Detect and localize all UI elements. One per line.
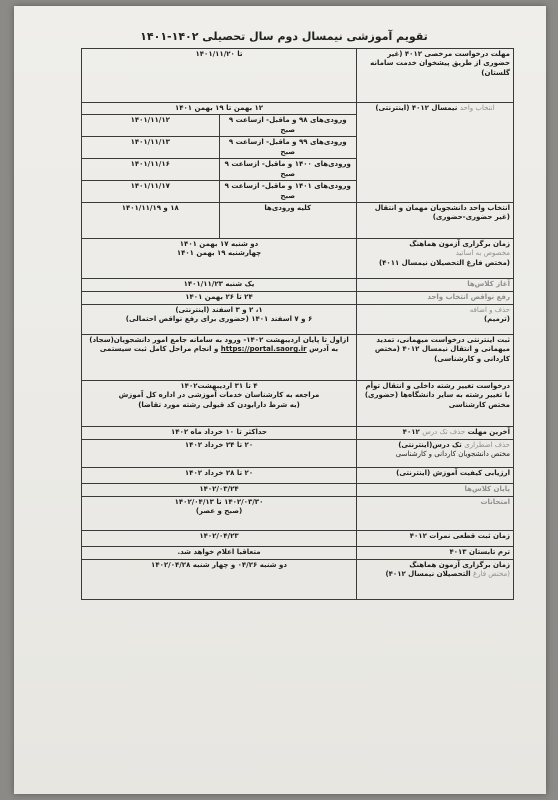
- value-line: (صبح و عصر): [195, 507, 243, 516]
- sub-text: ورودی‌های ۱۴۰۰ و ماقبل- ازساعت ۹ صبح: [219, 159, 357, 181]
- row-label-faded: انتخاب واحد: [459, 104, 495, 112]
- row-label: پایان کلاس‌ها: [357, 483, 514, 496]
- value-line: ۴ تا ۳۱ اردیبهشت۱۴۰۲: [180, 381, 258, 390]
- row-label: [357, 559, 514, 599]
- row-label-faded: مخصوص به اساتید: [455, 249, 510, 258]
- sub-text: ورودی‌های ۹۸ و ماقبل- ازساعت ۹ صبح: [219, 115, 357, 137]
- row-label-text2: التحصیلان نیمسال ۴۰۱۲): [385, 570, 471, 579]
- table-row: [82, 530, 514, 546]
- row-value: حداکثر تا ۱۰ خرداد ماه ۱۴۰۲: [82, 426, 357, 439]
- row-label-faded: حذف و اضافه: [469, 305, 510, 314]
- sub-date: ۱۴۰۱/۱۱/۱۲: [82, 115, 220, 137]
- row-value: ۱۴۰۲/۰۴/۲۳: [82, 530, 357, 546]
- row-label: [357, 426, 514, 439]
- table-row: [82, 278, 514, 291]
- row-label: [357, 304, 514, 334]
- row-label: [357, 238, 514, 278]
- row-value: ۲۰ تا ۲۴ خرداد ۱۴۰۲: [82, 439, 357, 467]
- page-title: تقویم آموزشی نیمسال دوم سال تحصیلی ۱۴۰۲-۱۴۰۱: [140, 30, 428, 43]
- row-label-text: (ترمیم): [483, 315, 510, 324]
- table-row: [82, 334, 514, 380]
- row-label-text: نیمسال ۴۰۱۲ (اینترنتی): [375, 104, 458, 112]
- table-row: [82, 467, 514, 483]
- row-label-faded: حذف اضطراری: [464, 440, 510, 449]
- table-row: [82, 304, 514, 334]
- document-page: [14, 6, 546, 794]
- row-label: درخواست تغییر رشته داخلی و انتقال توأم با تغییر رشته به سایر دانشگاه‌ها (حضوری) مختص کارشناسی: [357, 380, 514, 426]
- value-line: ۱۴۰۲/۰۳/۳۰ تا ۱۴۰۲/۰۴/۱۳: [174, 497, 264, 506]
- row-label: ثبت اینترنتی درخواست میهمانی، تمدید میهمانی و انتقال نیمسال ۴۰۱۲ (مختص کاردانی و کارشناسی): [357, 334, 514, 380]
- table-row: [82, 49, 514, 103]
- row-value: متعاقبا اعلام خواهد شد.: [82, 546, 357, 559]
- calendar-table: [81, 48, 514, 600]
- row-label: مهلت درخواست مرخصی ۴۰۱۲ (غیر حضوری از طریق پیشخوان خدمت سامانه گلستان): [357, 49, 514, 103]
- row-header: ۱۲ بهمن تا ۱۹ بهمن ۱۴۰۱: [82, 103, 357, 115]
- row-value: تا ۱۴۰۱/۱۱/۲۰: [82, 49, 357, 103]
- sub-date: ۱۴۰۱/۱۱/۱۶: [82, 159, 220, 181]
- row-label: زمان ثبت قطعی نمرات ۴۰۱۲: [357, 530, 514, 546]
- table-row: [82, 291, 514, 304]
- sub-text: ورودی‌های ۹۹ و ماقبل- ازساعت ۹ صبح: [219, 137, 357, 159]
- row-label-text2: ۴۰۱۲: [402, 427, 420, 436]
- row-label: [357, 439, 514, 467]
- row-label-text: زمان برگزاری آزمون هماهنگ: [409, 560, 510, 569]
- row-value: [82, 380, 357, 426]
- row-value: [82, 304, 357, 334]
- row-label-text2: (مختص فارغ التحصیلان نیمسال ۴۰۱۱): [378, 258, 510, 267]
- value-line: ازاول تا پایان اردیبهشت ۱۴۰۲- ورود به سامانه جامع امور دانشجویان(سجاد) به آدرس: [89, 335, 349, 354]
- value-line: (به شرط دارابودن کد قبولی رشته مورد تقاضا): [138, 400, 300, 409]
- table-row: [82, 380, 514, 426]
- row-label: رفع نواقص انتخاب واحد: [357, 291, 514, 304]
- row-label-faded: حذف تک درس: [422, 427, 466, 436]
- row-text: کلیه ورودی‌ها: [219, 202, 357, 238]
- row-label-text2: مختص دانشجویان کاردانی و کارشناسی: [395, 450, 510, 459]
- sub-date: ۱۴۰۱/۱۱/۱۳: [82, 137, 220, 159]
- row-value: یک شنبه ۱۴۰۱/۱۱/۲۳: [82, 278, 357, 291]
- row-label: ترم تابستان ۴۰۱۳: [357, 546, 514, 559]
- table-row: [82, 426, 514, 439]
- row-label-text: آخرین مهلت: [467, 427, 510, 436]
- value-line: ۱، ۲ و ۳ اسفند (اینترنتی): [175, 305, 263, 314]
- row-label-text: تک درس(اینترنتی): [398, 440, 462, 449]
- sub-text: ورودی‌های ۱۴۰۱ و ماقبل- ازساعت ۹ صبح: [219, 181, 357, 203]
- row-label-faded: (مختص فارغ: [473, 570, 510, 579]
- row-label: انتخاب واحد دانشجویان مهمان و انتقال (غیر حضوری-حضوری): [357, 202, 514, 238]
- row-label: ارزیابی کیفیت آموزش (اینترنتی): [357, 467, 514, 483]
- value-line: مراجعه به کارشناسان خدمات آموزشی در اداره کل آموزش: [118, 391, 320, 400]
- row-label: [357, 103, 514, 203]
- row-value: [82, 238, 357, 278]
- row-date: ۱۸ و ۱۴۰۱/۱۱/۱۹: [82, 202, 220, 238]
- table-row: [82, 546, 514, 559]
- row-value: ۲۰ تا ۲۸ خرداد ۱۴۰۲: [82, 467, 357, 483]
- value-line: ۶ و ۷ اسفند ۱۴۰۱ (حضوری برای رفع نواقص احتمالی): [125, 315, 313, 324]
- row-value: دو شنبه ۰۴/۲۶ و چهار شنبه ۱۴۰۲/۰۴/۲۸: [82, 559, 357, 599]
- row-label-text: زمان برگزاری آزمون هماهنگ: [409, 239, 510, 248]
- table-row: [82, 238, 514, 278]
- row-label: امتحانات: [357, 496, 514, 530]
- table-row: [82, 439, 514, 467]
- value-line: چهارشنبه ۱۹ بهمن ۱۴۰۱: [176, 249, 262, 258]
- table-row: [82, 202, 514, 238]
- row-label: آغاز کلاس‌ها: [357, 278, 514, 291]
- table-row: [82, 496, 514, 530]
- portal-link[interactable]: https://portal.saorg.ir: [220, 345, 307, 354]
- row-value: [82, 496, 357, 530]
- table-row: [82, 559, 514, 599]
- table-row: [82, 483, 514, 496]
- value-line: دو شنبه ۱۷ بهمن ۱۴۰۱: [179, 239, 259, 248]
- row-value: [82, 334, 357, 380]
- row-value: ۲۴ تا ۲۶ بهمن ۱۴۰۱: [82, 291, 357, 304]
- value-line: و انجام مراحل کامل ثبت سیستمی: [99, 345, 219, 354]
- sub-date: ۱۴۰۱/۱۱/۱۷: [82, 181, 220, 203]
- table-row: [82, 103, 514, 115]
- row-value: ۱۴۰۲/۰۳/۲۴: [82, 483, 357, 496]
